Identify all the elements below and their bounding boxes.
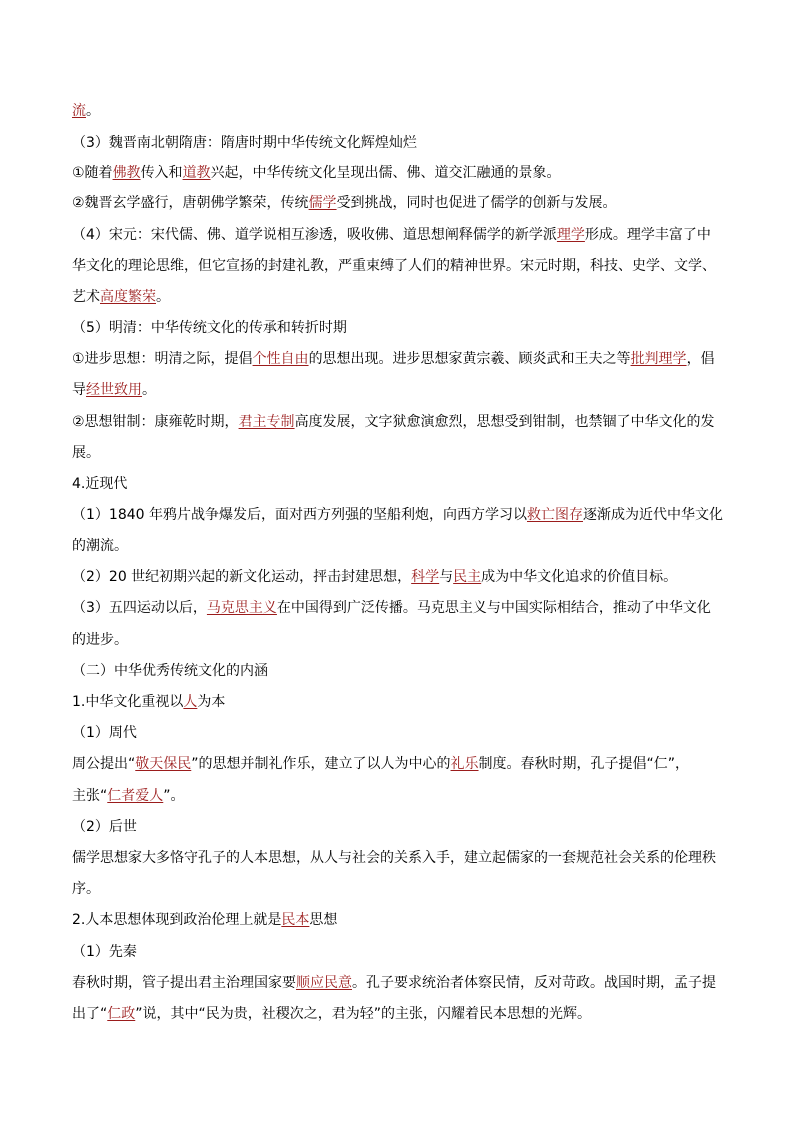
text-span: （5）明清：中华传统文化的传承和转折时期 [72, 320, 347, 336]
text-line [72, 133, 732, 153]
text-span: （1）周代 [72, 725, 137, 741]
text-line [72, 193, 732, 213]
text-line [72, 412, 732, 432]
text-span: 传入和 [140, 165, 183, 181]
keyword-highlight: 民本 [281, 912, 310, 928]
text-span: 受到挑战，同时也促进了儒学的创新与发展。 [336, 195, 617, 211]
text-line [72, 225, 732, 245]
text-span: 展。 [72, 445, 100, 461]
text-span: （二）中华优秀传统文化的内涵 [72, 663, 268, 679]
text-span: 艺术 [72, 289, 100, 305]
text-line [72, 349, 732, 369]
text-line [72, 786, 732, 806]
text-span: ①随着 [72, 165, 113, 181]
text-span: 成为中华文化追求的价值目标。 [481, 569, 678, 585]
text-span: 在中国得到广泛传播。马克思主义与中国实际相结合，推动了中华文化 [276, 600, 711, 616]
text-span: （2）20 世纪初期兴起的新文化运动，抨击封建思想， [72, 569, 412, 585]
text-line [72, 598, 732, 618]
text-span: ②魏晋玄学盛行，唐朝佛学繁荣，传统 [72, 195, 309, 211]
text-span: ，倡 [686, 351, 715, 367]
text-line [72, 942, 732, 962]
text-span: 导 [72, 382, 86, 398]
text-line [72, 567, 732, 587]
text-span: 。 [86, 103, 100, 119]
text-span: 高度发展，文字狱愈演愈烈，思想受到钳制，也禁锢了中华文化的发 [294, 414, 715, 430]
text-line [72, 287, 732, 307]
text-line [72, 661, 732, 681]
text-span: 周公提出“ [72, 756, 136, 772]
text-span: 4.近现代 [72, 476, 128, 492]
keyword-highlight: 顺应民意 [296, 975, 352, 991]
keyword-highlight: 高度繁荣 [100, 289, 156, 305]
text-line [72, 443, 732, 463]
text-span: 序。 [72, 881, 100, 897]
keyword-highlight: 民主 [453, 569, 482, 585]
text-line [72, 879, 732, 899]
text-span: 思想 [309, 912, 338, 928]
text-span: 出了“ [72, 1006, 108, 1022]
text-span: 兴起，中华传统文化呈现出儒、佛、道交汇融通的景象。 [210, 165, 561, 181]
text-span: 。孔子要求统治者体察民情，反对苛政。战国时期，孟子提 [352, 975, 716, 991]
text-line [72, 256, 732, 276]
text-line [72, 536, 732, 556]
text-line [72, 754, 732, 774]
keyword-highlight: 科学 [411, 569, 440, 585]
text-line [72, 817, 732, 837]
text-span: 1.中华文化重视以 [72, 694, 184, 710]
keyword-highlight: 理学 [556, 227, 585, 243]
text-span: 制度。春秋时期，孔子提倡“仁”， [478, 756, 690, 772]
text-span: 的进步。 [72, 632, 128, 648]
text-span: ”的思想并制礼作乐，建立了以人为中心的 [191, 756, 451, 772]
keyword-highlight: 流 [72, 103, 86, 119]
keyword-highlight: 救亡图存 [527, 507, 583, 523]
text-line [72, 101, 732, 121]
keyword-highlight: 仁者爱人 [107, 788, 164, 804]
text-span: 春秋时期，管子提出君主治理国家要 [72, 975, 296, 991]
keyword-highlight: 个性自由 [252, 351, 309, 367]
text-span: 为本 [197, 694, 226, 710]
text-span: （3）五四运动以后， [72, 600, 207, 616]
text-line [72, 380, 732, 400]
text-span: ”说，其中“民为贵，社稷次之，君为轻”的主张，闪耀着民本思想的光辉。 [135, 1006, 592, 1022]
keyword-highlight: 礼乐 [450, 756, 479, 772]
text-line [72, 505, 732, 525]
text-span: 儒学思想家大多恪守孔子的人本思想，从人与社会的关系入手，建立起儒家的一套规范社会关系的伦理秩 [72, 850, 716, 866]
text-span: 主张“ [72, 788, 108, 804]
text-span: （4）宋元：宋代儒、佛、道学说相互渗透，吸收佛、道思想阐释儒学的新学派 [72, 227, 557, 243]
keyword-highlight: 马克思主义 [206, 600, 277, 616]
keyword-highlight: 敬天保民 [135, 756, 192, 772]
text-line [72, 848, 732, 868]
keyword-highlight: 人 [183, 694, 198, 710]
text-line [72, 692, 732, 712]
text-line [72, 318, 732, 338]
text-span: （3）魏晋南北朝隋唐：隋唐时期中华传统文化辉煌灿烂 [72, 135, 417, 151]
text-span: ②思想钳制：康雍乾时期， [72, 414, 239, 430]
text-span: 的潮流。 [72, 538, 128, 554]
keyword-highlight: 经世致用 [86, 382, 142, 398]
text-line [72, 630, 732, 650]
text-span: 逐渐成为近代中华文化 [583, 507, 723, 523]
text-span: 2.人本思想体现到政治伦理上就是 [72, 912, 282, 928]
text-line [72, 163, 732, 183]
keyword-highlight: 批判理学 [630, 351, 687, 367]
keyword-highlight: 佛教 [112, 165, 141, 181]
text-line [72, 723, 732, 743]
text-span: 形成。理学丰富了中 [584, 227, 711, 243]
text-span: ”。 [163, 788, 185, 804]
text-span: ①进步思想：明清之际，提倡 [72, 351, 253, 367]
keyword-highlight: 道教 [182, 165, 211, 181]
text-span: （1）1840 年鸦片战争爆发后，面对西方列强的坚船利炮，向西方学习以 [72, 507, 527, 523]
text-line [72, 474, 732, 494]
text-span: （2）后世 [72, 819, 137, 835]
text-span: 。 [142, 382, 156, 398]
text-line [72, 973, 732, 993]
text-span: 的思想出现。进步思想家黄宗羲、顾炎武和王夫之等 [308, 351, 631, 367]
keyword-highlight: 儒学 [308, 195, 337, 211]
text-line [72, 1004, 732, 1024]
keyword-highlight: 仁政 [107, 1006, 136, 1022]
text-span: 。 [156, 289, 170, 305]
text-span: （1）先秦 [72, 944, 137, 960]
text-span: 华文化的理论思维，但它宣扬的封建礼教，严重束缚了人们的精神世界。宋元时期，科技、史学、文学、 [72, 258, 716, 274]
text-span: 与 [439, 569, 454, 585]
text-line [72, 910, 732, 930]
keyword-highlight: 君主专制 [238, 414, 295, 430]
